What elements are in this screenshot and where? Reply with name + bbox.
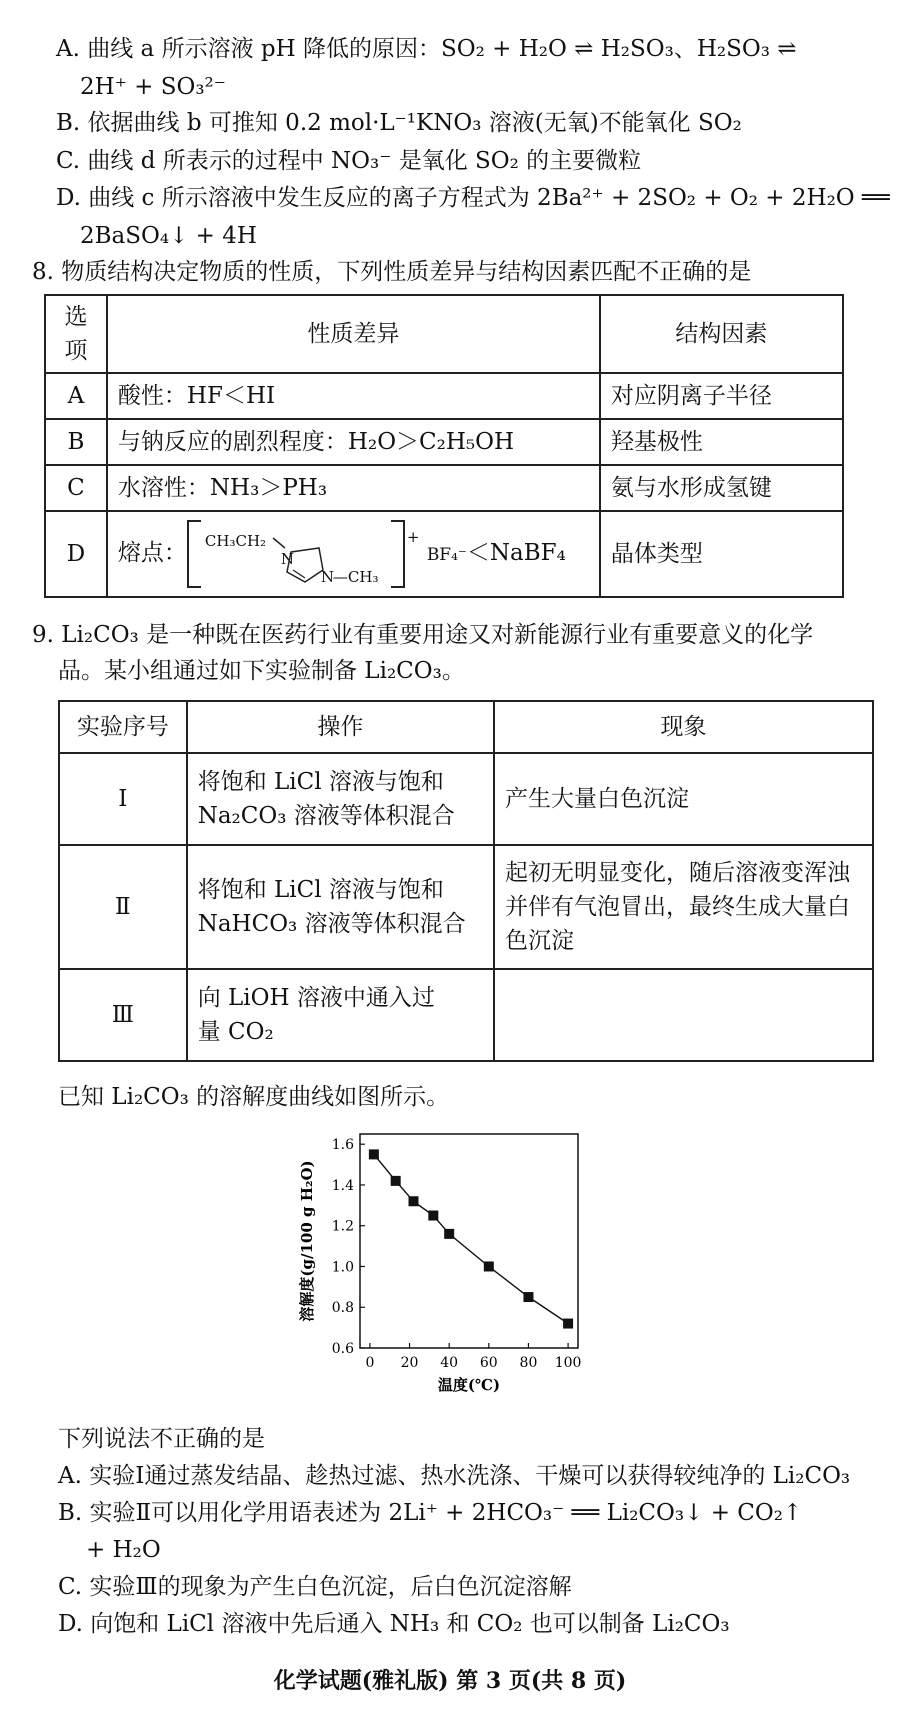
q7-option-b: B. 依据曲线 b 可推知 0.2 mol·L⁻¹KNO₃ 溶液(无氧)不能氧化 SO₂ [56,110,742,136]
x-axis-label: 温度(℃) [437,1376,501,1394]
ionic-liquid-formula [187,520,420,588]
q8-header-row [45,295,843,373]
phenomenon-line: 起初无明显变化，随后溶液变浑浊 [505,860,851,886]
q8-row-d [45,511,843,597]
x-tick-label: 0 [365,1355,375,1371]
methyl-group: —CH₃ [332,568,379,586]
data-point [428,1211,438,1221]
y-tick-label: 1.6 [331,1137,354,1154]
q9-row-2 [59,845,873,969]
q9-option-d: D. 向饱和 LiCl 溶液中先后通入 NH₃ 和 CO₂ 也可以制备 Li₂CO₃ [58,1611,730,1637]
q8-row-option: D [45,511,107,597]
operation-line: 将饱和 LiCl 溶液与饱和 [197,877,444,903]
y-axis-label: 溶解度(g/100 g H₂O) [298,1160,316,1322]
operation-line: 将饱和 LiCl 溶液与饱和 [197,769,444,795]
q9-row-number: Ⅰ [59,753,187,845]
q9-question: 下列说法不正确的是 [58,1426,265,1452]
q8-row-factor: 晶体类型 [600,511,843,597]
q9-stem-line1: 9. Li₂CO₃ 是一种既在医药行业有重要用途又对新能源行业有重要意义的化学 [32,622,814,648]
q9-header-operation: 操作 [187,701,494,753]
q7-option-d-line2: 2BaSO₄↓ + 4H [80,223,257,249]
q8-row-property: 水溶性：NH₃＞PH₃ [107,465,600,511]
q9-row-operation [187,845,494,969]
q8-row-option: A [45,373,107,419]
q9-header-row [59,701,873,753]
operation-line: 向 LiOH 溶液中通入过 [197,985,435,1011]
q9-option-b-line1: B. 实验Ⅱ可以用化学用语表述为 2Li⁺ + 2HCO₃⁻ ══ Li₂CO₃↓ + CO₂↑ [58,1500,803,1526]
phenomenon-line: 产生大量白色沉淀 [505,786,690,812]
nitrogen-2: N [320,568,335,586]
data-point [563,1319,573,1329]
solubility-chart-svg [288,1120,618,1420]
imidazole-ring-icon [261,536,341,586]
q8-header-option: 选项 [45,295,107,373]
q8-header-property: 性质差异 [107,295,600,373]
q9-header-phenomenon: 现象 [494,701,873,753]
q8-stem: 8. 物质结构决定物质的性质，下列性质差异与结构因素匹配不正确的是 [32,259,752,285]
phenomenon-line: 色沉淀 [505,928,575,954]
series-line [374,1154,568,1323]
cation-charge: + [406,528,420,546]
solubility-chart [288,1120,618,1426]
q8-row-c [45,465,843,511]
q8-table [44,294,844,598]
nitrogen-1: N [280,550,295,568]
anion: BF₄⁻ [426,545,467,565]
plot-frame [360,1134,578,1348]
operation-line: Na₂CO₃ 溶液等体积混合 [197,803,455,829]
q9-row-phenomenon [494,845,873,969]
y-tick-label: 0.6 [331,1341,354,1357]
q8-row-factor: 对应阴离子半径 [600,373,843,419]
q8-row-option: B [45,419,107,465]
q9-option-c: C. 实验Ⅲ的现象为产生白色沉淀，后白色沉淀溶解 [58,1574,572,1600]
x-tick-label: 20 [400,1355,419,1371]
q9-row-phenomenon [494,969,873,1061]
q8-row-d-prefix: 熔点： [117,540,187,566]
y-tick-label: 1.0 [331,1259,354,1276]
q9-option-a: A. 实验Ⅰ通过蒸发结晶、趁热过滤、热水洗涤、干燥可以获得较纯净的 Li₂CO₃ [58,1463,851,1489]
x-tick-label: 100 [554,1355,582,1371]
data-point [409,1196,419,1206]
q8-row-factor: 氨与水形成氢键 [600,465,843,511]
y-tick-label: 0.8 [331,1300,354,1317]
q7-option-d-line1: D. 曲线 c 所示溶液中发生反应的离子方程式为 2Ba²⁺ + 2SO₂ + O₂ + 2H₂O ══ [56,185,890,211]
phenomenon-line: 并伴有气泡冒出，最终生成大量白 [505,894,851,920]
q8-row-option: C [45,465,107,511]
x-tick-label: 80 [519,1355,538,1371]
q9-row-phenomenon [494,753,873,845]
q7-option-a-line1: A. 曲线 a 所示溶液 pH 降低的原因：SO₂ + H₂O ⇌ H₂SO₃、H₂SO₃ ⇌ [56,36,797,62]
q9-option-b-line2: + H₂O [86,1537,161,1563]
q8-row-b [45,419,843,465]
q8-row-property: 与钠反应的剧烈程度：H₂O＞C₂H₅OH [107,419,600,465]
q9-table [58,700,874,1062]
imidazolium-structure [201,522,391,586]
q9-row-number: Ⅲ [59,969,187,1061]
operation-line: NaHCO₃ 溶液等体积混合 [197,911,466,937]
data-point [369,1149,379,1159]
q9-row-1 [59,753,873,845]
left-bracket [187,520,201,588]
q9-row-operation [187,753,494,845]
q8-row-d-comparison: ＜NaBF₄ [466,540,566,566]
y-tick-label: 1.2 [331,1218,354,1235]
page-footer: 化学试题(雅礼版) 第 3 页(共 8 页) [273,1668,627,1694]
y-tick-label: 1.4 [331,1177,354,1194]
q9-row-operation [187,969,494,1061]
operation-line: 量 CO₂ [197,1019,274,1045]
q7-option-a-line2: 2H⁺ + SO₃²⁻ [80,74,226,100]
q9-stem-line2: 品。某小组通过如下实验制备 Li₂CO₃。 [58,658,465,684]
data-point [391,1176,401,1186]
q7-option-c: C. 曲线 d 所表示的过程中 NO₃⁻ 是氧化 SO₂ 的主要微粒 [56,148,642,174]
q9-row-number: Ⅱ [59,845,187,969]
data-point [523,1292,533,1302]
ethyl-group: CH₃CH₂ [204,532,267,550]
x-tick-label: 40 [440,1355,459,1371]
x-tick-label: 60 [479,1355,498,1371]
q8-row-property: 酸性：HF＜HI [107,373,600,419]
data-point [484,1261,494,1271]
q9-known: 已知 Li₂CO₃ 的溶解度曲线如图所示。 [58,1084,450,1110]
q8-row-a [45,373,843,419]
right-bracket [391,520,405,588]
q8-header-factor: 结构因素 [600,295,843,373]
q8-row-factor: 羟基极性 [600,419,843,465]
q9-header-number: 实验序号 [59,701,187,753]
data-point [444,1229,454,1239]
q8-row-d-property [107,511,600,597]
q9-row-3 [59,969,873,1061]
